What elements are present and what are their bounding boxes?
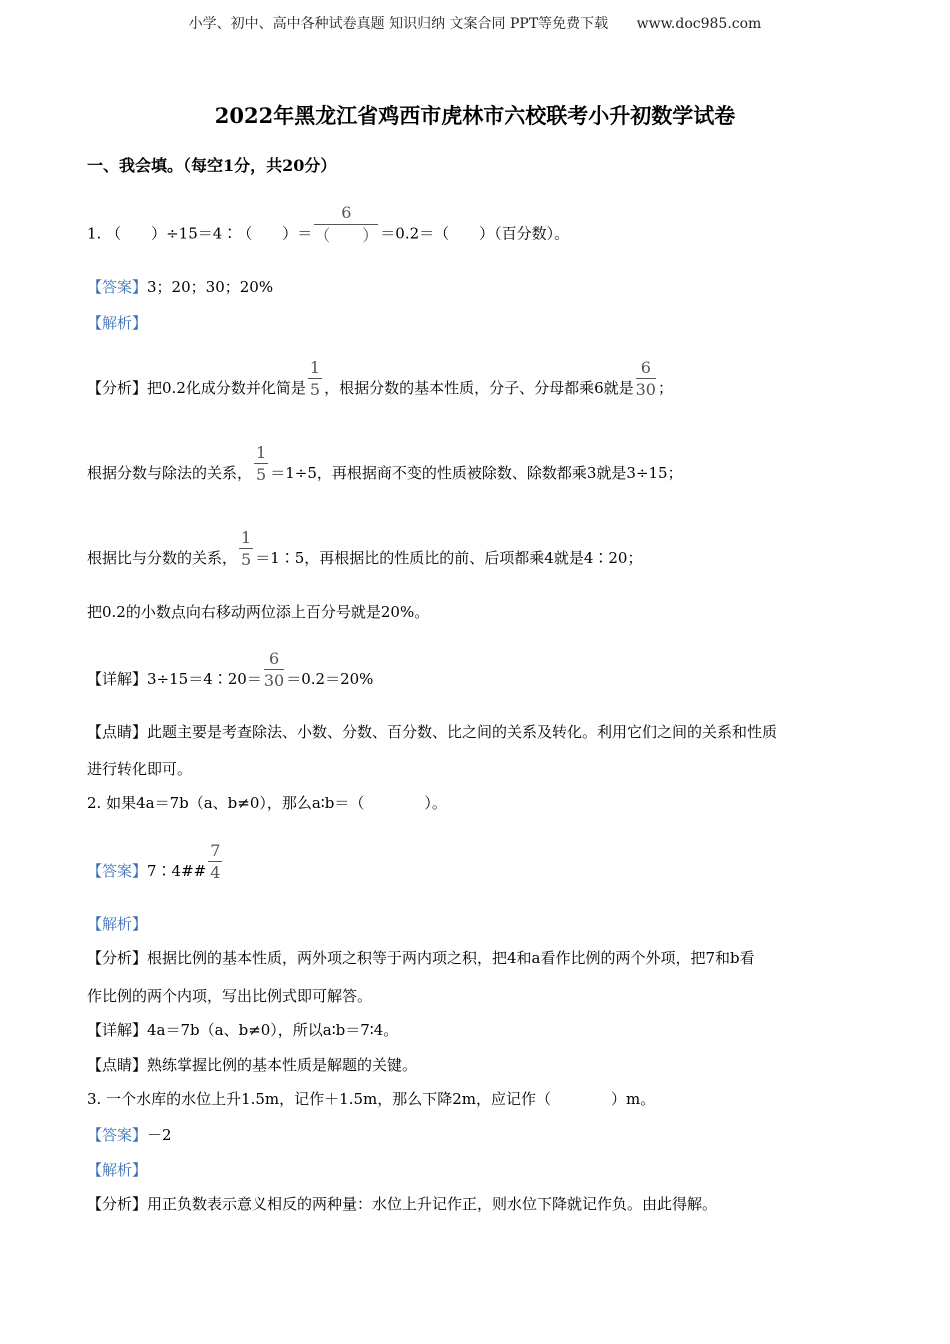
header-left-text: 小学、初中、高中各种试卷真题 知识归纳 文案合同 PPT等免费下载 bbox=[188, 16, 609, 32]
q3-answer-text: －2 bbox=[147, 1126, 172, 1144]
answer-tag: 【答案】 bbox=[87, 278, 148, 296]
fraction-denominator: 5 bbox=[241, 550, 252, 569]
q1-fenxi2-a: 根据分数与除法的关系， bbox=[87, 464, 253, 482]
answer-tag: 【答案】 bbox=[87, 862, 148, 880]
q1-analysis-tag: 【解析】 bbox=[87, 314, 148, 332]
analysis-label: 【分析】 bbox=[87, 1195, 148, 1213]
page-title: 2022年黑龙江省鸡西市虎林市六校联考小升初数学试卷 bbox=[214, 103, 736, 128]
question-1 bbox=[87, 203, 570, 254]
fraction-denominator: 4 bbox=[210, 863, 221, 882]
q1-fraction-denominator: （ ） bbox=[314, 226, 379, 245]
q3-fenxi-text: 用正负数表示意义相反的两种量：水位上升记作正，则水位下降就记作负。由此得解。 bbox=[147, 1195, 718, 1213]
q2-analysis-line-1 bbox=[87, 947, 755, 968]
analysis-label: 【分析】 bbox=[87, 379, 148, 397]
q2-answer bbox=[87, 841, 224, 891]
q1-fenxi1-b: ，根据分数的基本性质，分子、分母都乘6就是 bbox=[324, 379, 634, 397]
q1-fraction bbox=[314, 205, 378, 244]
q1-comment-line-1 bbox=[87, 721, 777, 742]
q2-answer-text: 7∶4## bbox=[147, 862, 207, 880]
q1-answer-text: 3；20；30；20% bbox=[147, 278, 274, 296]
fraction-numerator: 6 bbox=[636, 360, 656, 379]
q1-fenxi3-b: ＝1∶5，再根据比的性质比的前、后项都乘4就是4∶20； bbox=[255, 549, 643, 567]
q2-analysis-line-2: 作比例的两个内项，写出比例式即可解答。 bbox=[87, 987, 373, 1005]
q1-text-a: 1. （ ）÷15＝4∶（ ）＝ bbox=[87, 224, 313, 243]
comment-label: 【点睛】 bbox=[87, 723, 148, 741]
q2-comment-text: 熟练掌握比例的基本性质是解题的关键。 bbox=[147, 1056, 418, 1074]
q1-analysis-line-2 bbox=[87, 443, 683, 493]
detail-label: 【详解】 bbox=[87, 670, 148, 688]
q1-answer bbox=[87, 276, 273, 297]
q2-analysis-tag: 【解析】 bbox=[87, 915, 148, 933]
answer-tag: 【答案】 bbox=[87, 1126, 148, 1144]
q1-fenxi3-fraction bbox=[239, 530, 253, 568]
q1-detail-b: ＝0.2＝20% bbox=[286, 670, 374, 688]
q1-comment-1: 此题主要是考查除法、小数、分数、百分数、比之间的关系及转化。利用它们之间的关系和性质 bbox=[147, 723, 778, 741]
fraction-numerator: 1 bbox=[256, 443, 267, 462]
q1-text-b: ＝0.2＝（ ）（百分数）。 bbox=[380, 224, 570, 243]
q1-detail-fraction bbox=[264, 651, 284, 689]
q2-answer-fraction bbox=[208, 843, 222, 881]
fraction-denominator: 30 bbox=[263, 671, 285, 690]
q3-analysis-tag: 【解析】 bbox=[87, 1161, 148, 1179]
q1-fenxi1-c: ； bbox=[657, 379, 673, 397]
fraction-numerator: 1 bbox=[309, 358, 321, 377]
q1-fenxi3-a: 根据比与分数的关系， bbox=[87, 549, 238, 567]
detail-label: 【详解】 bbox=[87, 1021, 148, 1039]
q1-detail-a: 3÷15＝4∶20＝ bbox=[147, 670, 262, 688]
comment-label: 【点睛】 bbox=[87, 1056, 148, 1074]
fraction-denominator: 5 bbox=[256, 465, 267, 484]
q1-fenxi2-b: ＝1÷5，再根据商不变的性质被除数、除数都乘3就是3÷15； bbox=[270, 464, 683, 482]
question-3: 3. 一个水库的水位上升1.5m，记作＋1.5m，那么下降2m，应记作（ ）m。 bbox=[87, 1090, 656, 1108]
fraction-denominator: 30 bbox=[635, 380, 656, 399]
fraction-numerator: 6 bbox=[264, 651, 284, 670]
q1-fenxi1-fraction-2 bbox=[636, 360, 656, 398]
q3-answer bbox=[87, 1124, 172, 1145]
q1-analysis-line-3 bbox=[87, 528, 643, 578]
fraction-numerator: 1 bbox=[241, 528, 252, 547]
q2-detail bbox=[87, 1019, 398, 1040]
page-header bbox=[0, 13, 950, 33]
q1-fenxi1-a: 把0.2化成分数并化简是 bbox=[147, 379, 306, 397]
question-2: 2. 如果4a＝7b（a、b≠0），那么a∶b＝（ ）。 bbox=[87, 794, 447, 812]
q2-comment bbox=[87, 1054, 417, 1075]
fraction-numerator: 7 bbox=[210, 841, 221, 860]
section-heading: 一、我会填。（每空1分，共20分） bbox=[87, 156, 337, 175]
q1-fenxi2-fraction bbox=[254, 445, 268, 483]
q1-fenxi1-fraction-1 bbox=[308, 360, 322, 398]
q3-analysis bbox=[87, 1193, 717, 1214]
q2-fenxi-1: 根据比例的基本性质，两外项之积等于两内项之积，把4和a看作比例的两个外项，把7和b看 bbox=[147, 949, 755, 967]
q1-analysis-line-4: 把0.2的小数点向右移动两位添上百分号就是20%。 bbox=[87, 603, 430, 621]
q1-comment-line-2: 进行转化即可。 bbox=[87, 760, 193, 778]
q1-analysis-line-1 bbox=[87, 358, 673, 408]
header-website: www.doc985.com bbox=[636, 16, 762, 32]
analysis-label: 【分析】 bbox=[87, 949, 148, 967]
fraction-denominator: 5 bbox=[309, 380, 321, 399]
q1-detail bbox=[87, 649, 374, 699]
q1-fraction-numerator: 6 bbox=[314, 205, 378, 225]
q2-detail-text: 4a＝7b（a、b≠0），所以a∶b＝7∶4。 bbox=[147, 1021, 399, 1039]
